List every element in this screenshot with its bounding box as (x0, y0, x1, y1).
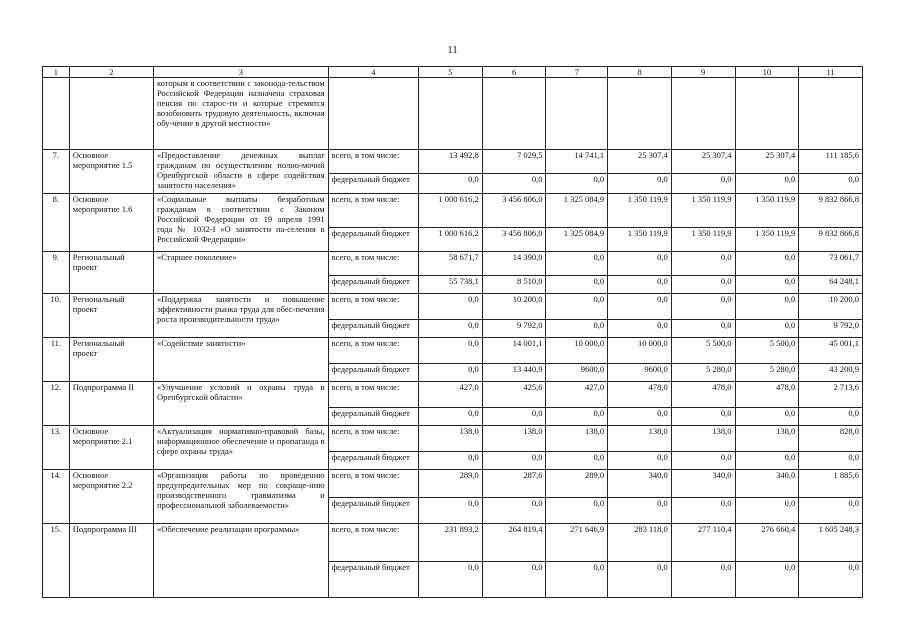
fund-federal-label: федеральный бюджет (328, 320, 418, 338)
value-total: 277 110,4 (671, 524, 735, 562)
value-federal: 0,0 (799, 174, 863, 194)
column-header: 3 (153, 67, 328, 78)
value-total: 138,0 (546, 426, 608, 452)
value-federal: 5 280,0 (671, 364, 735, 382)
value-total: 0,0 (671, 252, 735, 276)
value-federal: 1 350 119,9 (735, 228, 799, 252)
value-total: 10 000,0 (546, 338, 608, 364)
value-total: 1 885,6 (799, 470, 863, 498)
value-total: 427,0 (546, 382, 608, 408)
value-federal: 9600,0 (546, 364, 608, 382)
row-title: «Предоставление денежных выплат гражданам по осуществлении полно-мочий Оренбургской области в сфере содействия занятости населения» (153, 150, 328, 194)
value-federal: 13 440,9 (482, 364, 546, 382)
value-total: 0,0 (546, 294, 608, 320)
row-number: 14. (43, 470, 70, 524)
value-federal: 0,0 (799, 562, 863, 598)
value-federal: 0,0 (735, 320, 799, 338)
value-total: 5 500,0 (735, 338, 799, 364)
table-row (43, 194, 863, 228)
program-funding-table (42, 66, 863, 598)
row-type: Основное мероприятие 1.6 (69, 194, 153, 252)
value-total: 1 605 248,3 (799, 524, 863, 562)
fund-total-label: всего, в том числе: (328, 524, 418, 562)
value-federal: 9600,0 (608, 364, 672, 382)
value-federal: 0,0 (419, 320, 483, 338)
value-federal: 0,0 (546, 276, 608, 294)
row-number: 11. (43, 338, 70, 382)
value-total: 3 456 806,0 (482, 194, 546, 228)
value-federal: 9 832 866,8 (799, 228, 863, 252)
value-federal: 0,0 (735, 276, 799, 294)
value-total: 5 500,0 (671, 338, 735, 364)
value-total: 0,0 (419, 294, 483, 320)
value-federal: 1 350 119,9 (671, 228, 735, 252)
value-federal: 0,0 (608, 498, 672, 524)
row-type: Региональный проект (69, 338, 153, 382)
value-federal: 0,0 (608, 320, 672, 338)
column-header: 5 (419, 67, 483, 78)
value-total: 287,6 (482, 470, 546, 498)
value-federal: 0,0 (546, 408, 608, 426)
value-federal: 55 738,1 (419, 276, 483, 294)
value-federal: 0,0 (671, 498, 735, 524)
value-total: 1 325 084,9 (546, 194, 608, 228)
value-total: 478,0 (735, 382, 799, 408)
row-title: «Социальные выплаты безработным гражданам в соответствии с Законом Российской Федерации от 19 апреля 1991 года № 1032-I «О занятости на-селения в Российской Федерации» (153, 194, 328, 252)
value-total: 45 001,1 (799, 338, 863, 364)
value-federal: 0,0 (735, 174, 799, 194)
value-total: 1 350 119,9 (671, 194, 735, 228)
row-type: Основное мероприятие 1.5 (69, 150, 153, 194)
value-federal: 0,0 (482, 452, 546, 470)
column-header: 1 (43, 67, 70, 78)
value-total: 14 390,0 (482, 252, 546, 276)
value-total: 340,0 (735, 470, 799, 498)
value-total: 289,0 (419, 470, 483, 498)
value-total: 10 200,0 (482, 294, 546, 320)
row-type: Основное мероприятие 2.2 (69, 470, 153, 524)
value-total: 0,0 (671, 294, 735, 320)
continuation-row (43, 78, 863, 150)
value-federal: 0,0 (419, 364, 483, 382)
value-total: 1 350 119,9 (735, 194, 799, 228)
value-total: 0,0 (608, 294, 672, 320)
row-number: 8. (43, 194, 70, 252)
value-total: 10 200,0 (799, 294, 863, 320)
fund-total-label: всего, в том числе: (328, 426, 418, 452)
row-type: Подпрограмма III (69, 524, 153, 598)
table-row (43, 294, 863, 320)
row-title: «Поддержка занятости и повышение эффективности рынка труда для обес-печения роста производительности труда» (153, 294, 328, 338)
value-federal: 0,0 (735, 498, 799, 524)
table-row (43, 524, 863, 562)
value-federal: 9 792,0 (799, 320, 863, 338)
value-total: 478,0 (608, 382, 672, 408)
column-header: 8 (608, 67, 672, 78)
value-total: 13 492,8 (419, 150, 483, 174)
value-total: 828,0 (799, 426, 863, 452)
value-federal: 0,0 (419, 408, 483, 426)
column-header: 11 (799, 67, 863, 78)
column-header: 9 (671, 67, 735, 78)
value-federal: 0,0 (482, 562, 546, 598)
fund-total-label: всего, в том числе: (328, 194, 418, 228)
row-number: 9. (43, 252, 70, 294)
value-federal: 0,0 (482, 498, 546, 524)
value-federal: 0,0 (735, 408, 799, 426)
value-total: 231 893,2 (419, 524, 483, 562)
value-total: 14 741,1 (546, 150, 608, 174)
value-federal: 9 792,0 (482, 320, 546, 338)
value-federal: 0,0 (799, 498, 863, 524)
value-total: 25 307,4 (671, 150, 735, 174)
value-total: 14 001,1 (482, 338, 546, 364)
value-total: 283 118,0 (608, 524, 672, 562)
value-federal: 0,0 (419, 174, 483, 194)
row-number: 15. (43, 524, 70, 598)
row-number: 12. (43, 382, 70, 426)
value-total: 0,0 (546, 252, 608, 276)
value-federal: 0,0 (608, 408, 672, 426)
value-total: 138,0 (482, 426, 546, 452)
fund-federal-label: федеральный бюджет (328, 562, 418, 598)
value-federal: 0,0 (608, 452, 672, 470)
value-federal: 0,0 (735, 452, 799, 470)
value-federal: 3 456 806,0 (482, 228, 546, 252)
value-total: 0,0 (735, 294, 799, 320)
row-title: «Улучшение условий и охраны труда в Оренбургской области» (153, 382, 328, 426)
column-header: 2 (69, 67, 153, 78)
table-row (43, 252, 863, 276)
row-title: «Организация работы по проведению предупредительных мер по сокраще-нию производственного травматизма и профессиональной заболеваемости» (153, 470, 328, 524)
value-total: 9 832 866,8 (799, 194, 863, 228)
fund-federal-label: федеральный бюджет (328, 364, 418, 382)
value-total: 138,0 (419, 426, 483, 452)
row-title: «Старшее поколение» (153, 252, 328, 294)
fund-total-label: всего, в том числе: (328, 294, 418, 320)
row-title: «Содействие занятости» (153, 338, 328, 382)
value-federal: 0,0 (671, 452, 735, 470)
fund-federal-label: федеральный бюджет (328, 408, 418, 426)
value-federal: 0,0 (419, 452, 483, 470)
value-federal: 0,0 (608, 174, 672, 194)
row-number: 10. (43, 294, 70, 338)
value-total: 73 061,7 (799, 252, 863, 276)
table-row (43, 470, 863, 498)
fund-federal-label: федеральный бюджет (328, 276, 418, 294)
value-total: 340,0 (608, 470, 672, 498)
column-number-row (43, 67, 863, 78)
value-federal: 1 000 616,2 (419, 228, 483, 252)
value-federal: 0,0 (482, 174, 546, 194)
row-title: «Актуализация нормативно-правовой базы, информационное обеспечение и пропаганда в сфере охраны труда» (153, 426, 328, 470)
value-federal: 0,0 (735, 562, 799, 598)
value-total: 10 000,0 (608, 338, 672, 364)
continuation-text: которым в соответствии с законода-тельством Российской Федерации назначена страховая пенсия по старос-ти и которые стремятся возобновить трудовую деятельность, включая обу-чение в другой местности» (153, 78, 328, 150)
column-header: 4 (328, 67, 418, 78)
page-number: 11 (447, 44, 458, 56)
value-total: 111 185,6 (799, 150, 863, 174)
value-total: 0,0 (735, 252, 799, 276)
fund-total-label: всего, в том числе: (328, 252, 418, 276)
row-type: Подпрограмма II (69, 382, 153, 426)
row-type: Региональный проект (69, 294, 153, 338)
value-federal: 0,0 (482, 408, 546, 426)
value-federal: 0,0 (419, 498, 483, 524)
row-title: «Обеспечение реализации программы» (153, 524, 328, 598)
row-type: Основное мероприятие 2.1 (69, 426, 153, 470)
value-federal: 0,0 (671, 408, 735, 426)
value-federal: 5 280,0 (735, 364, 799, 382)
value-total: 276 660,4 (735, 524, 799, 562)
fund-federal-label: федеральный бюджет (328, 228, 418, 252)
value-federal: 1 325 084,9 (546, 228, 608, 252)
column-header: 7 (546, 67, 608, 78)
value-federal: 0,0 (799, 452, 863, 470)
value-total: 340,0 (671, 470, 735, 498)
table-row (43, 382, 863, 408)
value-federal: 43 200,9 (799, 364, 863, 382)
fund-federal-label: федеральный бюджет (328, 174, 418, 194)
fund-total-label: всего, в том числе: (328, 382, 418, 408)
value-total: 0,0 (608, 252, 672, 276)
value-total: 1 350 119,9 (608, 194, 672, 228)
value-total: 25 307,4 (735, 150, 799, 174)
value-federal: 0,0 (799, 408, 863, 426)
value-federal: 0,0 (671, 174, 735, 194)
value-total: 478,0 (671, 382, 735, 408)
value-total: 7 029,5 (482, 150, 546, 174)
fund-total-label: всего, в том числе: (328, 338, 418, 364)
value-federal: 0,0 (546, 562, 608, 598)
value-total: 271 646,9 (546, 524, 608, 562)
column-header: 6 (482, 67, 546, 78)
value-total: 138,0 (608, 426, 672, 452)
value-federal: 0,0 (671, 320, 735, 338)
value-federal: 0,0 (546, 174, 608, 194)
value-total: 289,0 (546, 470, 608, 498)
row-type: Региональный проект (69, 252, 153, 294)
value-federal: 0,0 (546, 320, 608, 338)
value-federal: 0,0 (608, 562, 672, 598)
fund-federal-label: федеральный бюджет (328, 498, 418, 524)
value-total: 2 713,6 (799, 382, 863, 408)
value-federal: 0,0 (671, 562, 735, 598)
value-federal: 8 510,0 (482, 276, 546, 294)
value-federal: 0,0 (671, 276, 735, 294)
value-federal: 0,0 (546, 498, 608, 524)
fund-federal-label: федеральный бюджет (328, 452, 418, 470)
table-row (43, 426, 863, 452)
fund-total-label: всего, в том числе: (328, 150, 418, 174)
fund-total-label: всего, в том числе: (328, 470, 418, 498)
value-total: 264 819,4 (482, 524, 546, 562)
table-row (43, 338, 863, 364)
value-total: 1 000 616,2 (419, 194, 483, 228)
value-total: 425,6 (482, 382, 546, 408)
value-federal: 0,0 (419, 562, 483, 598)
value-total: 138,0 (735, 426, 799, 452)
value-federal: 1 350 119,9 (608, 228, 672, 252)
value-total: 58 671,7 (419, 252, 483, 276)
value-federal: 64 248,1 (799, 276, 863, 294)
value-total: 138,0 (671, 426, 735, 452)
value-total: 25 307,4 (608, 150, 672, 174)
value-federal: 0,0 (608, 276, 672, 294)
value-federal: 0,0 (546, 452, 608, 470)
row-number: 7. (43, 150, 70, 194)
column-header: 10 (735, 67, 799, 78)
row-number: 13. (43, 426, 70, 470)
value-total: 427,0 (419, 382, 483, 408)
value-total: 0,0 (419, 338, 483, 364)
table-row (43, 150, 863, 174)
